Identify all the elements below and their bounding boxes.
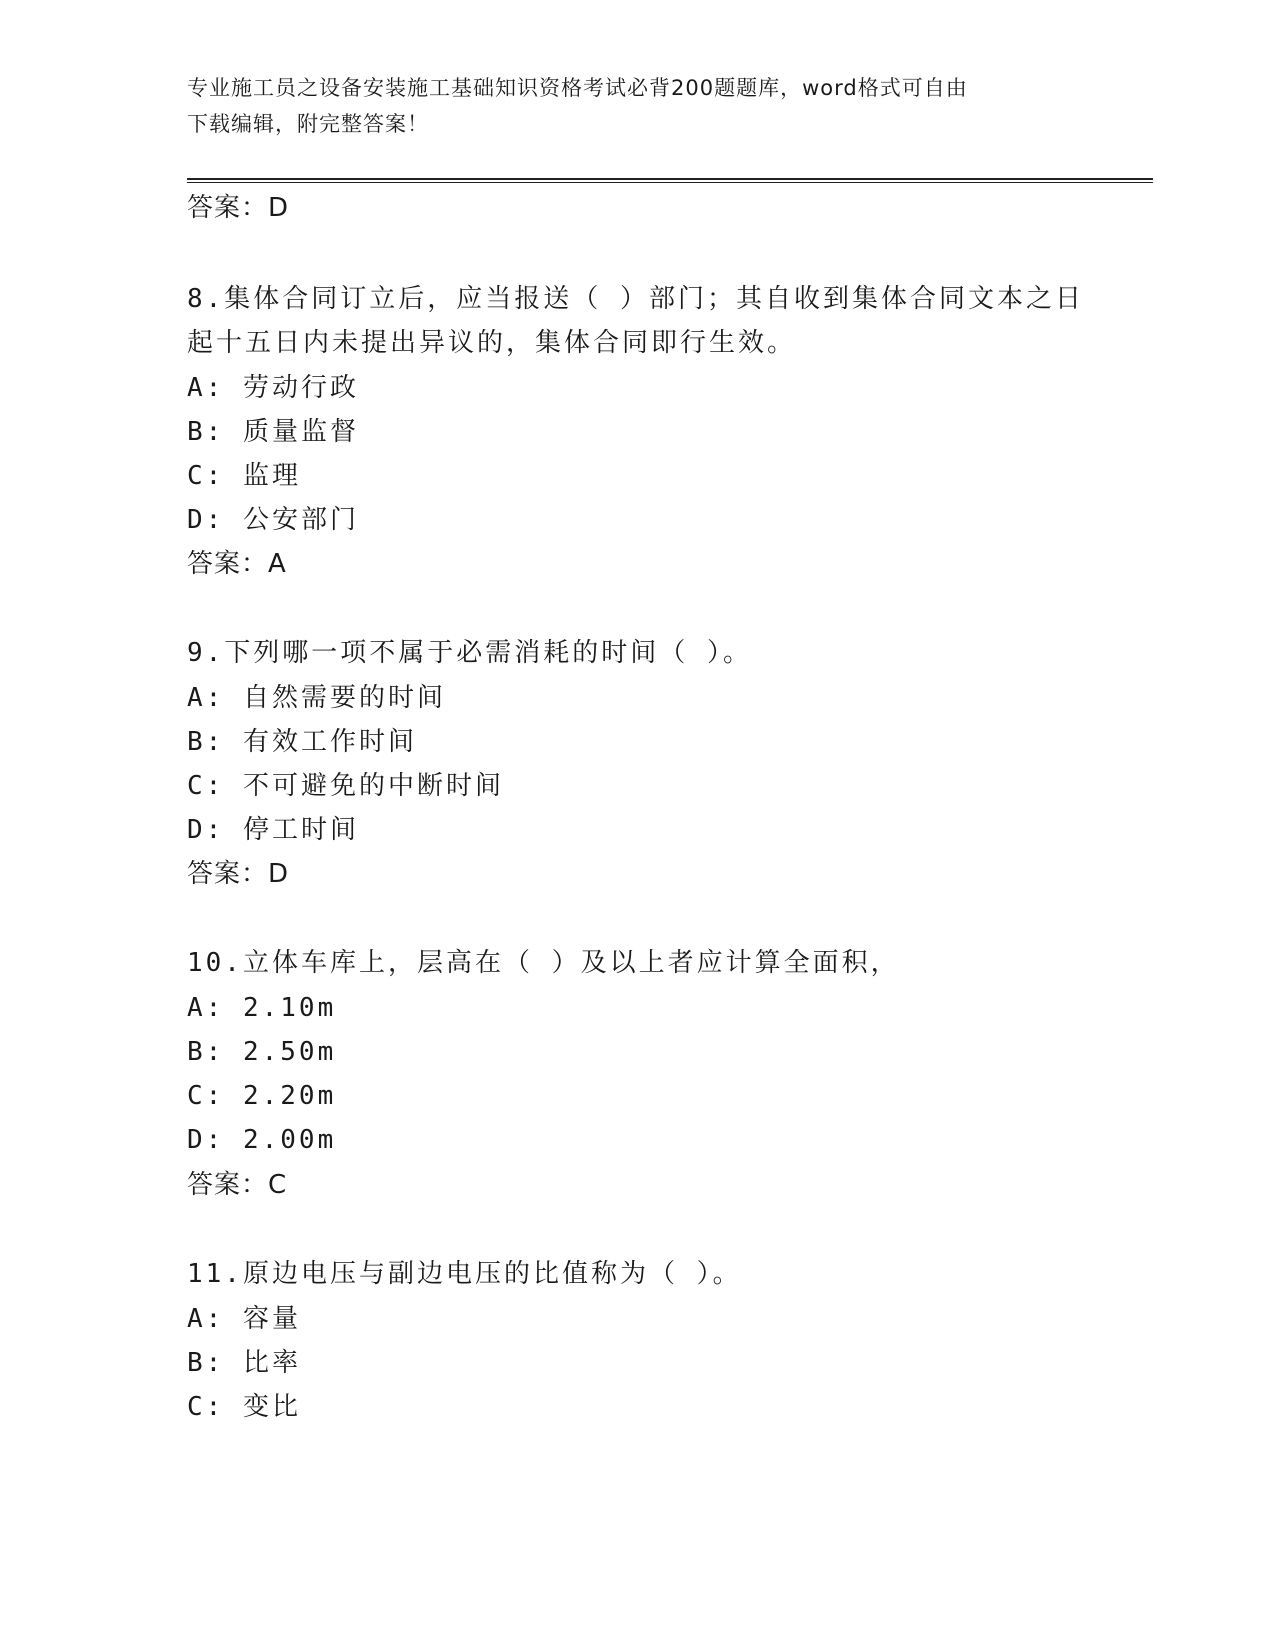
question-8-option-d: D: 公安部门: [187, 505, 359, 535]
header-line-2: 下载编辑，附完整答案！: [187, 112, 429, 136]
document-header: [187, 70, 1087, 142]
question-8-option-a: A: 劳动行政: [187, 373, 359, 403]
question-10-option-d: D: 2.00m: [187, 1125, 337, 1155]
question-8-option-c: C: 监理: [187, 461, 301, 491]
question-11-option-a: A: 容量: [187, 1304, 301, 1334]
answer-q7: 答案：D: [187, 193, 290, 223]
answer-q8: 答案：A: [187, 549, 287, 579]
question-8-option-b: B: 质量监督: [187, 417, 359, 447]
question-11-text: 11.原边电压与副边电压的比值称为（ ）。: [187, 1259, 742, 1289]
question-9-option-b: B: 有效工作时间: [187, 727, 417, 757]
question-11-option-b: B: 比率: [187, 1348, 301, 1378]
question-11-option-c: C: 变比: [187, 1392, 301, 1422]
answer-q9: 答案：D: [187, 859, 290, 889]
question-8-text-line-2: 起十五日内未提出异议的，集体合同即行生效。: [187, 328, 797, 358]
question-8-text-line-1: 8.集体合同订立后，应当报送（ ）部门；其自收到集体合同文本之日: [187, 284, 1084, 314]
header-line-1: 专业施工员之设备安装施工基础知识资格考试必背200题题库，word格式可自由: [187, 76, 968, 100]
question-10-option-c: C: 2.20m: [187, 1081, 337, 1111]
question-9-option-c: C: 不可避免的中断时间: [187, 771, 504, 801]
question-10-option-a: A: 2.10m: [187, 993, 337, 1023]
question-10-option-b: B: 2.50m: [187, 1037, 337, 1067]
question-9-option-d: D: 停工时间: [187, 815, 359, 845]
answer-q10: 答案：C: [187, 1170, 288, 1200]
question-9-option-a: A: 自然需要的时间: [187, 683, 446, 713]
header-divider: [187, 178, 1153, 183]
question-9-text: 9.下列哪一项不属于必需消耗的时间（ ）。: [187, 638, 752, 668]
question-10-text: 10.立体车库上，层高在（ ）及以上者应计算全面积，: [187, 948, 900, 978]
